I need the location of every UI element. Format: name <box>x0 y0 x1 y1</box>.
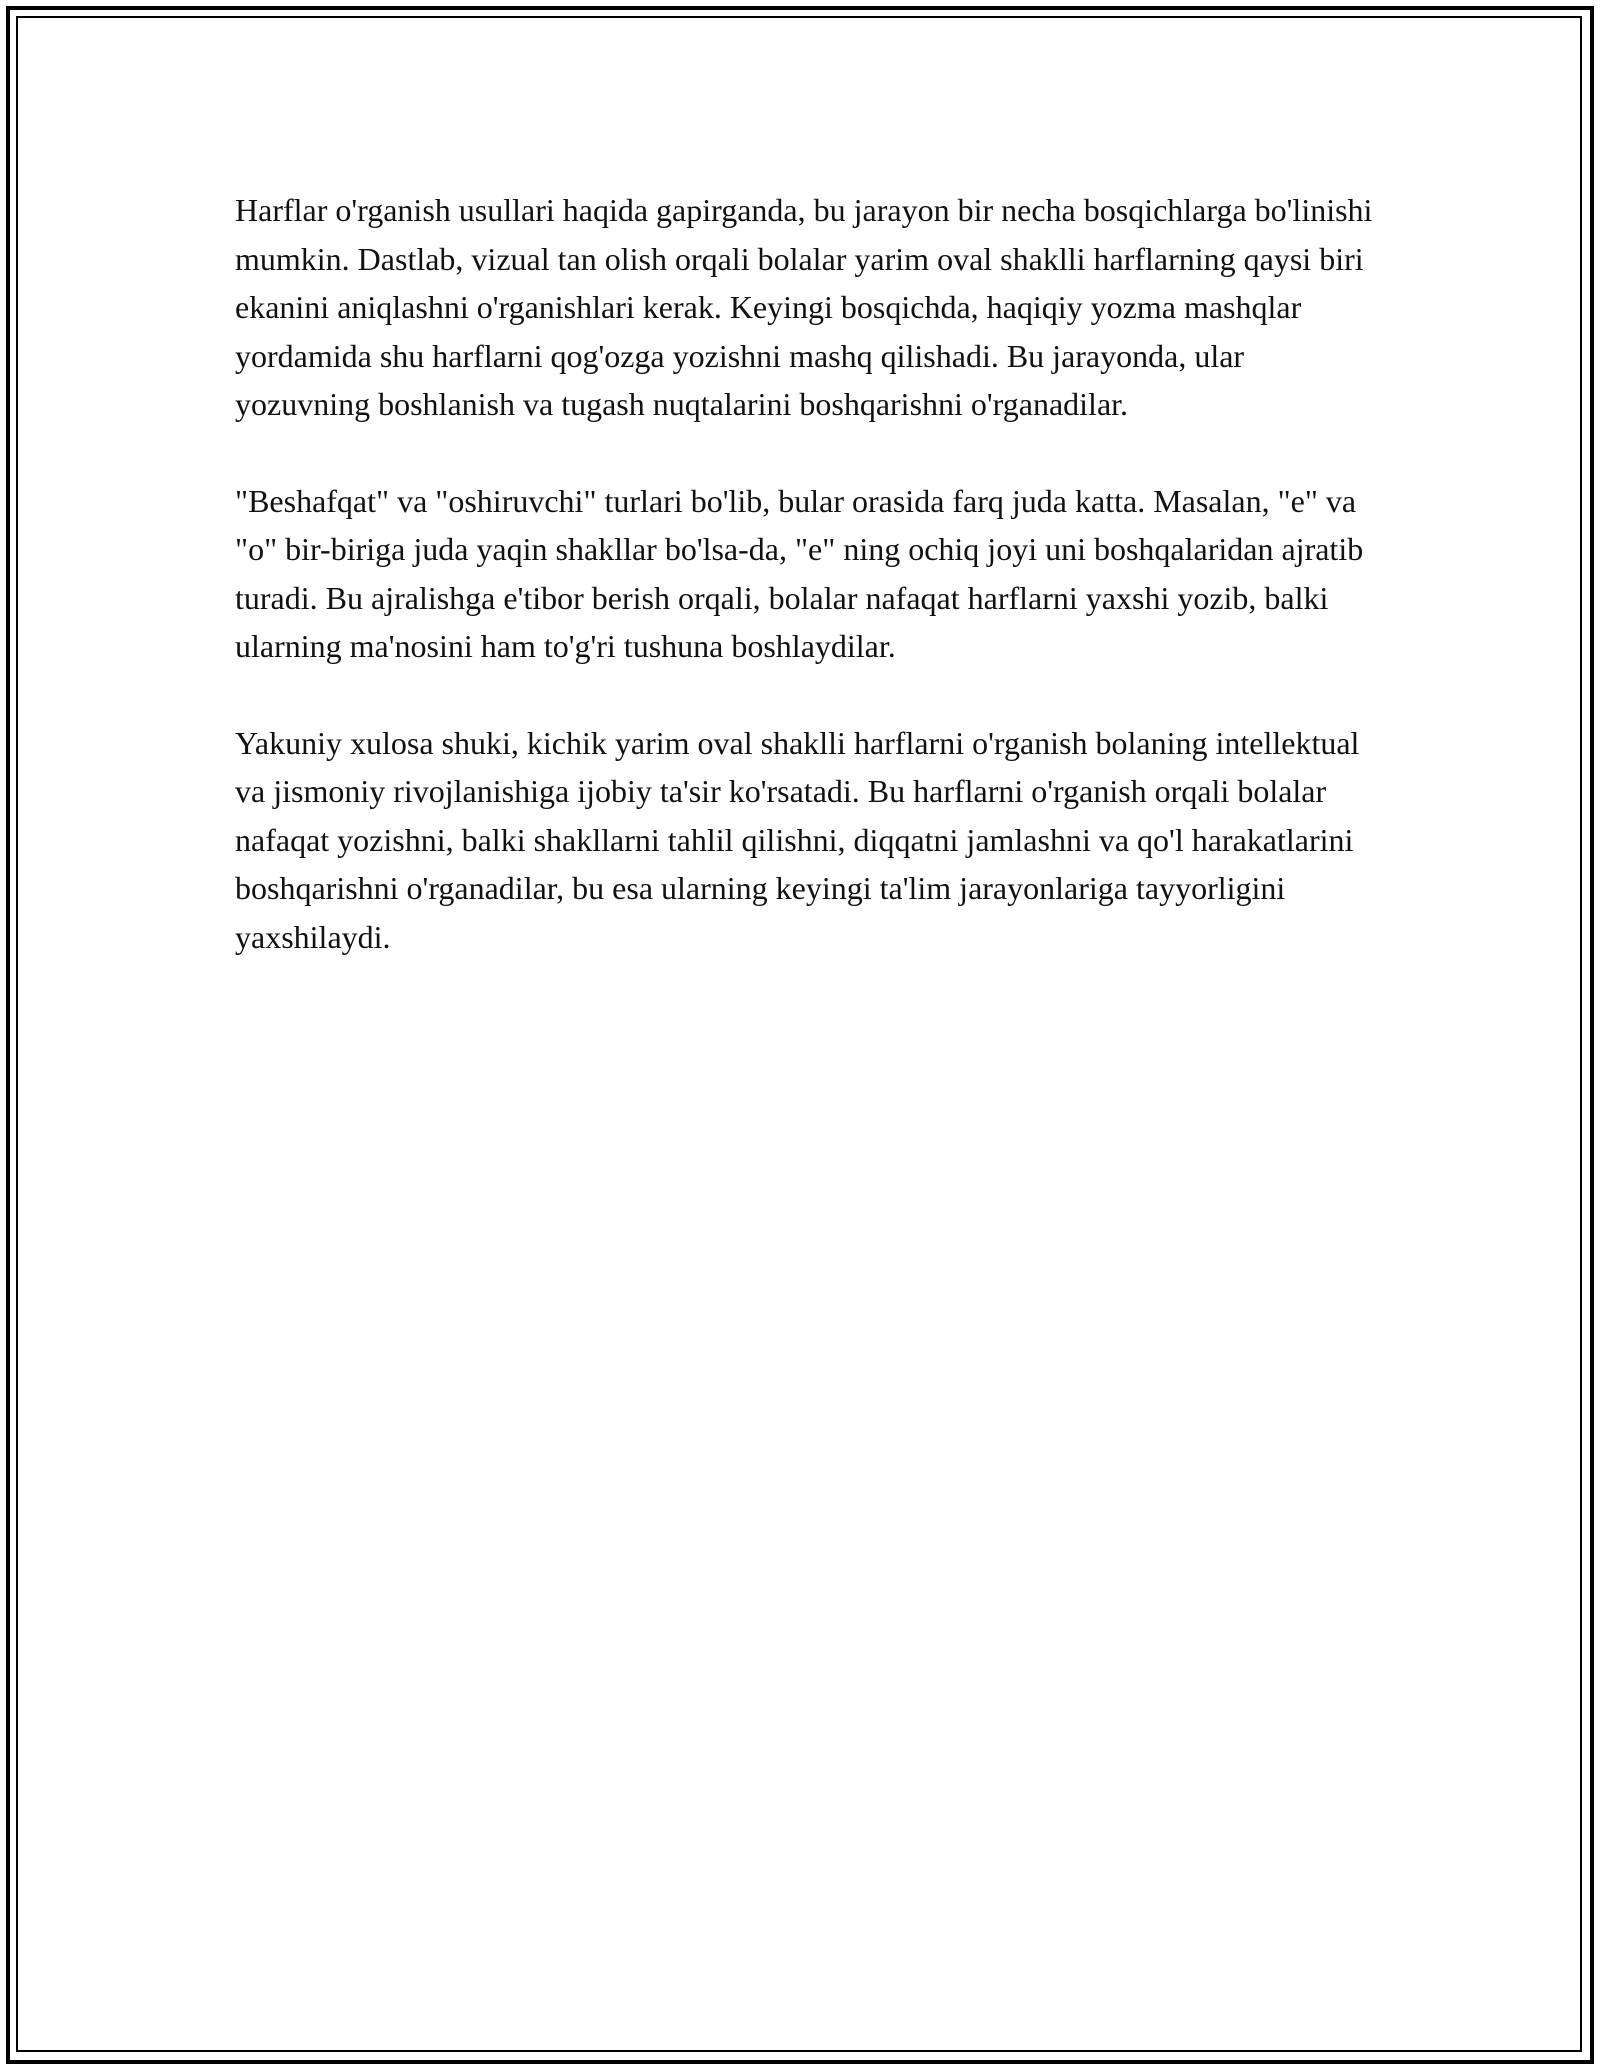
paragraph-2: "Beshafqat" va "oshiruvchi" turlari bo'lib, bular orasida farq juda katta. Masalan, "e" va "o" bir-biriga juda yaqin shakllar bo'lsa-da, "e" ning ochiq joyi uni boshqalaridan ajratib turadi. Bu ajralishga e'tibor berish orqali, bolalar nafaqat harflarni yaxshi yozib, balki ularning ma'nosini ham to'g'ri tushuna boshlaydilar. <box>235 482 1364 664</box>
paragraph-1: Harflar o'rganish usullari haqida gapirganda, bu jarayon bir necha bosqichlarga bo'linishi mumkin. Dastlab, vizual tan olish orqali bolalar yarim oval shaklli harflarning qaysi biri ekanini aniqlashni o'rganishlari kerak. Keyingi bosqichda, haqiqiy yozma mashqlar yordamida shu harflarni qog'ozga yozishni mashq qilishadi. Bu jarayonda, ular yozuvning boshlanish va tugash nuqtalarini boshqarishni o'rganadilar. <box>235 192 1373 422</box>
document-body <box>235 186 1385 1009</box>
paragraph-3: Yakuniy xulosa shuki, kichik yarim oval shaklli harflarni o'rganish bolaning intellektual va jismoniy rivojlanishiga ijobiy ta'sir ko'rsatadi. Bu harflarni o'rganish orqali bolalar nafaqat yozishni, balki shakllarni tahlil qilishni, diqqatni jamlashni va qo'l harakatlarini boshqarishni o'rganadilar, bu esa ularning keyingi ta'lim jarayonlariga tayyorligini yaxshilaydi. <box>235 724 1360 955</box>
